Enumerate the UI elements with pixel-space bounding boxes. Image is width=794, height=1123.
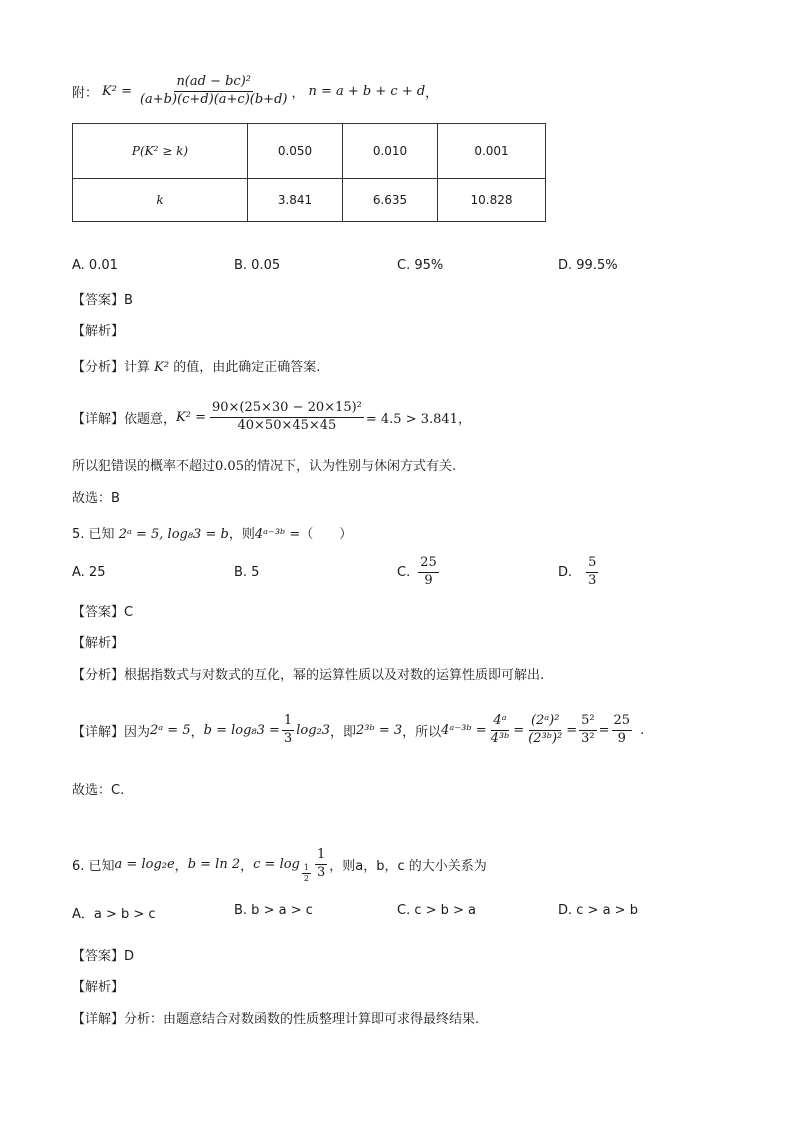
q6-stem-c-base-den: 2 [303,873,309,883]
formula-intro [72,68,438,114]
q5-stem-math: 2ᵃ = 5, log₈3 = b [118,527,229,542]
q6-option-a: A．a > b > c [72,907,156,922]
q5-fenxi: 【分析】根据指数式与对数式的互化，幂的运算性质以及对数的运算性质即可解出. [72,668,545,683]
q5-stem-post: （ ） [300,527,353,542]
q5-f3-num: 5² [579,713,596,730]
q5-stem-expr: 4ᵃ⁻³ᵇ = [254,527,301,542]
q5-detail-c3: ，所以 [402,724,442,740]
q5-f2-den: (2³ᵇ)² [528,730,563,746]
table-header-k: k [73,179,248,222]
q4-fenxi-post: 的值，由此确定正确答案. [173,360,321,375]
q5-f2 [526,713,564,747]
q5-option-a: A. 25 [72,565,106,580]
q5-f3-den: 3² [581,730,595,746]
q4-answer: 【答案】B [72,293,133,308]
k2-numerator: n(ad − bc)² [174,74,253,91]
q4-fenxi [72,356,320,375]
k2-denominator: (a+b)(c+d)(a+c)(b+d) [139,91,288,107]
q5-option-c-label: C. [397,564,411,580]
q4-option-a: A. 0.01 [72,258,118,273]
q6-stem [72,842,487,886]
q4-detail [72,394,471,440]
q5-detail-lhs: 4ᵃ⁻³ᵇ = [441,722,487,738]
q4-option-d: D. 99.5% [558,258,618,273]
q5-choose: 故选：C. [72,783,125,798]
q6-stem-c-base-num: 1 [303,862,309,872]
q6-stem-b: b = ln 2 [187,856,241,872]
q6-stem-c-arg [315,847,327,881]
q6-stem-post: ，则a，b，c 的大小关系为 [329,858,487,874]
q5-detail-third [282,713,294,747]
q6-stem-c-base [302,863,311,884]
q5-detail-third-num: 1 [282,713,294,730]
q4-conclusion-val: 0.05 [215,459,244,474]
q4-conclusion-pre: 所以犯错误的概率不超过 [72,459,216,474]
q6-stem-a: a = log₂e [114,856,175,872]
q4-option-c: C. 95% [397,258,444,273]
q6-stem-c-den: 3 [316,864,326,880]
table-row [73,179,546,222]
table-cell: 3.841 [248,179,343,222]
q6-analysis-label: 【解析】 [72,980,125,995]
q5-detail-pre: 【详解】因为 [72,724,151,740]
q5-detail-b-pre: b = log₈3 = [203,722,280,738]
table-cell: 0.050 [248,124,343,179]
q5-stem [72,523,352,542]
q5-f4-den: 9 [617,730,626,746]
q5-detail [72,704,644,756]
q4-detail-fraction [210,400,364,434]
q4-conclusion [72,455,456,474]
q4-analysis-label: 【解析】 [72,324,125,339]
q5-option-c-den: 9 [424,572,433,588]
q4-fenxi-k: K² [154,360,170,375]
q6-option-c: C. c > b > a [397,903,477,918]
q6-answer: 【答案】D [72,949,135,964]
q5-option-d-num: 5 [586,555,598,572]
q4-detail-pre: 【详解】依题意， [72,411,177,427]
intro-sep: ， [291,85,305,101]
q6-comma-2: ， [240,858,254,874]
q5-detail-end: . [640,722,645,738]
q5-detail-a: 2ᵃ = 5 [150,722,191,738]
q6-option-b: B. b > a > c [234,903,313,918]
q4-conclusion-post: 的情况下，认为性别与休闲方式有关. [243,459,457,474]
table-cell: 6.635 [343,179,438,222]
q6-stem-pre: 6. 已知 [72,858,115,874]
table-cell: 0.010 [343,124,438,179]
q5-detail-third-den: 3 [283,730,293,746]
n-definition: n = a + b + c + d [308,83,426,99]
q5-f1-num: 4ᵃ [491,713,508,730]
q5-option-c [397,552,441,592]
q5-f1-den: 4³ᵇ [490,730,510,746]
q5-option-d-den: 3 [588,572,597,588]
q5-option-d-label: D. [558,564,573,580]
q5-option-d-fraction [586,555,598,589]
q4-detail-k: K² = [176,409,206,425]
q4-choose: 故选：B [72,491,120,506]
q5-detail-c2: ，即 [330,724,357,740]
table-header-probability: P(K² ≥ k) [73,124,248,179]
table-row [73,124,546,179]
q5-option-b: B. 5 [234,565,260,580]
q5-f2-num: (2ᵃ)² [529,713,562,730]
intro-end: ， [425,85,439,101]
table-cell: 10.828 [438,179,546,222]
q6-detail: 【详解】分析：由题意结合对数函数的性质整理计算即可求得最终结果. [72,1012,480,1027]
q5-stem-pre: 5. 已知 [72,527,115,542]
k2-fraction [138,74,290,108]
q5-eq-3: = [598,722,610,738]
q5-answer: 【答案】C [72,605,134,620]
q5-option-c-fraction [418,555,439,589]
q5-eq-1: = [513,722,525,738]
q4-detail-denominator: 40×50×45×45 [237,417,337,433]
q5-f4-num: 25 [612,713,633,730]
k2-symbol: K² = [102,83,132,99]
q4-detail-post: = 4.5 > 3.841， [365,411,471,427]
table-cell: 0.001 [438,124,546,179]
q5-option-c-num: 25 [418,555,439,572]
q5-f1 [489,713,512,747]
q6-stem-c-pre: c = log [253,856,300,872]
q5-detail-c1: ， [190,724,204,740]
intro-label: 附： [72,85,99,101]
q5-eq-2: = [566,722,578,738]
q5-f3 [579,713,596,747]
q6-option-d: D. c > a > b [558,903,638,918]
q4-fenxi-pre: 【分析】计算 [72,360,151,375]
critical-value-table [72,123,546,222]
q5-f4 [612,713,633,747]
q5-stem-mid: ，则 [228,527,255,542]
q4-option-b: B. 0.05 [234,258,281,273]
q5-analysis-label: 【解析】 [72,636,125,651]
q6-comma-1: ， [174,858,188,874]
q4-detail-numerator: 90×(25×30 − 20×15)² [210,400,364,417]
q5-detail-b-post: log₂3 [296,722,330,738]
q5-detail-eq: 2³ᵇ = 3 [356,722,403,738]
q5-option-d [558,552,600,592]
q6-stem-c-num: 1 [315,847,327,864]
